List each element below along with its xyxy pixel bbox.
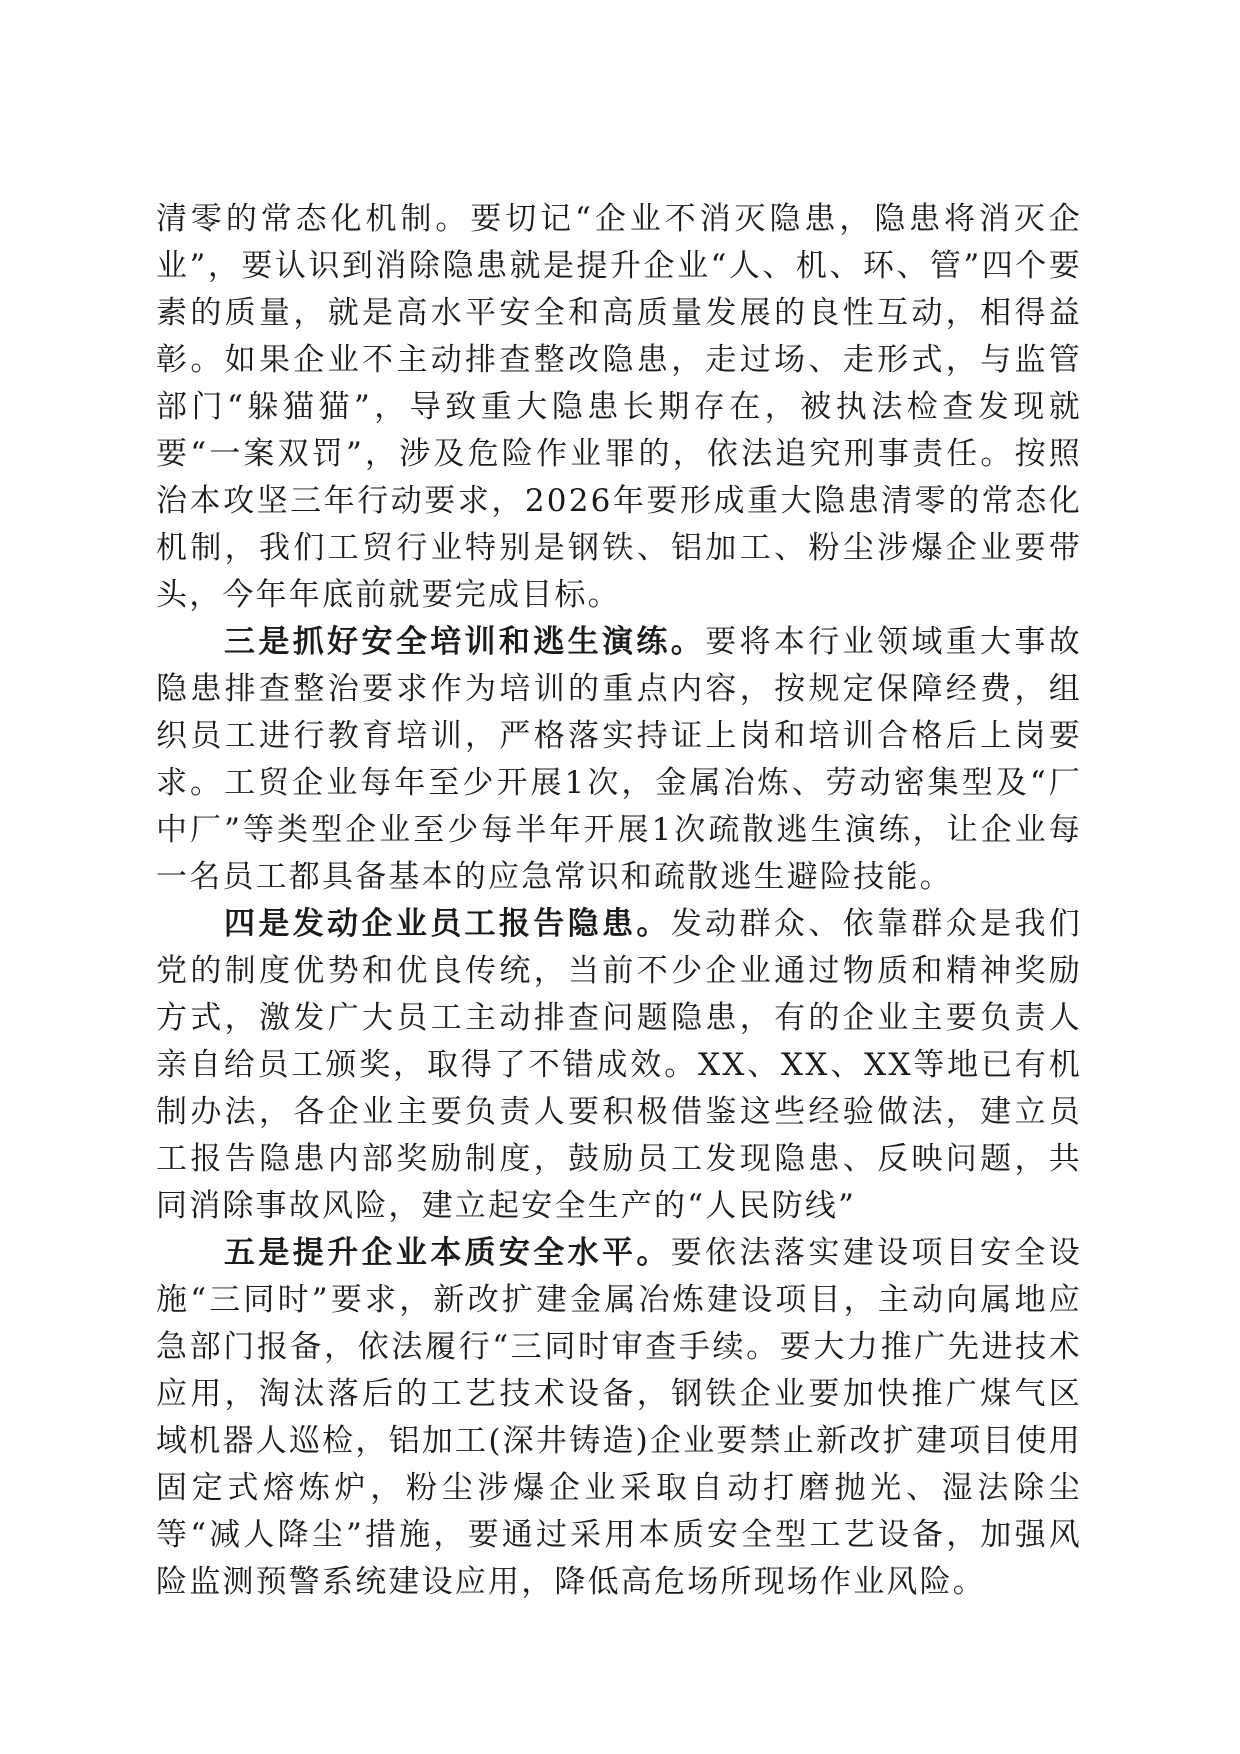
paragraph-heading: 五是提升企业本质安全水平。 — [224, 1235, 671, 1271]
paragraph-employee-reporting — [156, 901, 1082, 1230]
paragraph-text: 要依法落实建设项目安全设施“三同时”要求，新改扩建金属冶炼建设项目，主动向属地应急部门报备，依法履行“三同时审查手续。要大力推广先进技术应用，淘汰落后的工艺技术设备，钢铁企业要加快推广煤气区域机器人巡检，铝加工(深井铸造)企业要禁止新改扩建项目使用固定式熔炼炉，粉尘涉爆企业采取自动打磨抛光、湿法除尘等“减人降尘”措施，要通过采用本质安全型工艺设备，加强风险监测预警系统建设应用，降低高危场所现场作业风险。 — [156, 1235, 1082, 1600]
paragraph-intrinsic-safety — [156, 1230, 1082, 1606]
paragraph-safety-training — [156, 619, 1082, 901]
paragraph-heading: 四是发动企业员工报告隐患。 — [224, 906, 671, 942]
paragraph-text: 清零的常态化机制。要切记“企业不消灭隐患，隐患将消灭企业”，要认识到消除隐患就是提升企业“人、机、环、管”四个要素的质量，就是高水平安全和高质量发展的良性互动，相得益彰。如果企业不主动排查整改隐患，走过场、走形式，与监管部门“躲猫猫”，导致重大隐患长期存在，被执法检查发现就要“一案双罚”，涉及危险作业罪的，依法追究刑事责任。按照治本攻坚三年行动要求，2026年要形成重大隐患清零的常态化机制，我们工贸行业特别是钢铁、铝加工、粉尘涉爆企业要带头，今年年底前就要完成目标。 — [156, 201, 1082, 613]
paragraph-heading: 三是抓好安全培训和逃生演练。 — [224, 624, 706, 660]
document-body — [156, 196, 1082, 1606]
paragraph-continuation — [156, 196, 1082, 619]
paragraph-text: 要将本行业领域重大事故隐患排查整治要求作为培训的重点内容，按规定保障经费，组织员工进行教育培训，严格落实持证上岗和培训合格后上岗要求。工贸企业每年至少开展1次，金属冶炼、劳动密集型及“厂中厂”等类型企业至少每半年开展1次疏散逃生演练，让企业每一名员工都具备基本的应急常识和疏散逃生避险技能。 — [156, 624, 1082, 895]
paragraph-text: 发动群众、依靠群众是我们党的制度优势和优良传统，当前不少企业通过物质和精神奖励方式，激发广大员工主动排查问题隐患，有的企业主要负责人亲自给员工颁奖，取得了不错成效。XX、XX、XX等地已有机制办法，各企业主要负责人要积极借鉴这些经验做法，建立员工报告隐患内部奖励制度，鼓励员工发现隐患、反映问题，共同消除事故风险，建立起安全生产的“人民防线” — [156, 906, 1082, 1224]
